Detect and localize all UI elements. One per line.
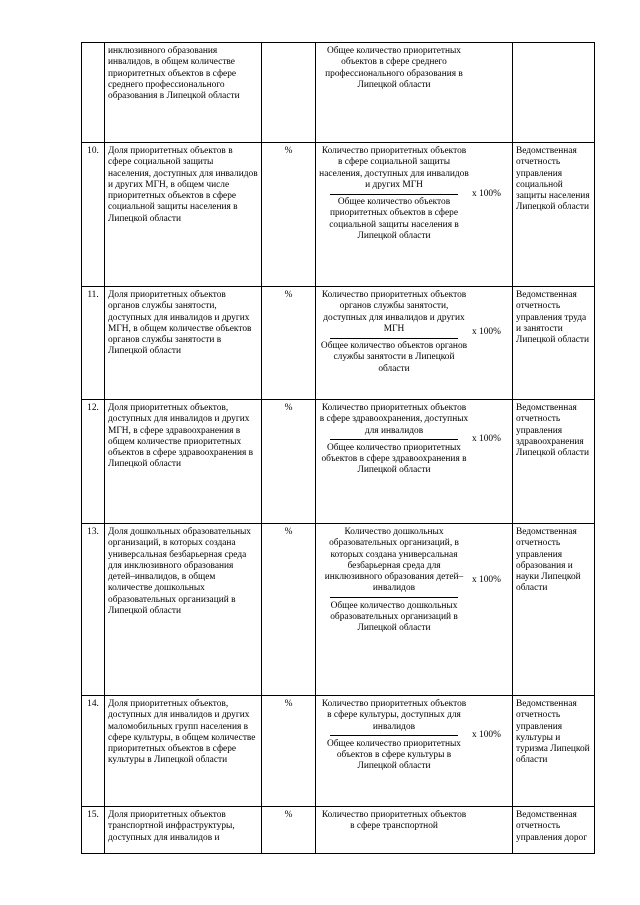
unit-cell: %: [262, 143, 316, 287]
data-source: Ведомственная отчетность управления здравоохранения Липецкой области: [513, 400, 595, 524]
indicator-name: инклюзивного образования инвалидов, в общем количестве приоритетных объектов в сфере среднего профессионального образования в Липецкой области: [105, 43, 262, 143]
numerator: Количество приоритетных объектов органов службы занятости, доступных для инвалидов и других МГН: [321, 290, 467, 334]
fraction: [319, 290, 469, 375]
fraction: [319, 527, 469, 635]
indicator-name: Доля приоритетных объектов транспортной инфраструктуры, доступных для инвалидов и: [105, 807, 262, 854]
table-row: [82, 807, 595, 854]
row-number: 11.: [82, 287, 105, 400]
table-row: [82, 524, 595, 696]
indicators-table: [81, 42, 595, 854]
fraction: [319, 403, 469, 477]
multiplier: x 100%: [472, 730, 501, 741]
denominator: Общее количество приоритетных объектов в сфере среднего профессионального образования в Липецкой области: [325, 46, 463, 90]
indicator-name: Доля приоритетных объектов, доступных для инвалидов и других МГН, в сфере здравоохранения в общем количестве приоритетных объектов в сфере здравоохранения в Липецкой области: [105, 400, 262, 524]
row-number: [82, 43, 105, 143]
formula-cell: [316, 696, 513, 807]
formula-cell: [316, 143, 513, 287]
unit-cell: %: [262, 287, 316, 400]
data-source: Ведомственная отчетность управления культуры и туризма Липецкой области: [513, 696, 595, 807]
multiplier: x 100%: [472, 326, 501, 337]
row-number: 10.: [82, 143, 105, 287]
data-source: Ведомственная отчетность управления дорог: [513, 807, 595, 854]
denominator: Общее количество приоритетных объектов в сфере культуры в Липецкой области: [327, 738, 461, 772]
table-row: [82, 287, 595, 400]
data-source: [513, 43, 595, 143]
denominator: Общее количество дошкольных образовательных организаций в Липецкой области: [330, 600, 458, 634]
formula-cell: [316, 287, 513, 400]
multiplier: x 100%: [472, 575, 501, 586]
unit-cell: [262, 43, 316, 143]
numerator: Количество приоритетных объектов в сфере транспортной: [321, 810, 467, 832]
unit-cell: %: [262, 400, 316, 524]
multiplier: x 100%: [472, 188, 501, 199]
numerator: Количество дошкольных образовательных организаций, в которых создана универсальная безбарьерная среда для инклюзивного образования детей–инвалидов: [324, 527, 464, 594]
indicator-name: Доля дошкольных образовательных организаций, в которых создана универсальная безбарьерная среда для инклюзивного образования детей–инвалидов, в общем количестве дошкольных образовательных организаций в Липецкой области: [105, 524, 262, 696]
formula-cell: [316, 400, 513, 524]
formula-cell: [316, 43, 513, 143]
table-row: [82, 696, 595, 807]
unit-cell: %: [262, 524, 316, 696]
unit-cell: %: [262, 807, 316, 854]
fraction: [319, 699, 469, 773]
indicator-name: Доля приоритетных объектов, доступных для инвалидов и других маломобильных групп населения в сфере культуры, в общем количестве приоритетных объектов в сфере культуры в Липецкой области: [105, 696, 262, 807]
row-number: 13.: [82, 524, 105, 696]
row-number: 15.: [82, 807, 105, 854]
indicator-name: Доля приоритетных объектов в сфере социальной защиты населения, доступных для инвалидов и других МГН, в общем числе приоритетных объектов в сфере социальной защиты населения в Липецкой области: [105, 143, 262, 287]
fraction: [319, 46, 469, 91]
table-row: [82, 43, 595, 143]
table-row: [82, 400, 595, 524]
multiplier: x 100%: [472, 434, 501, 445]
indicator-name: Доля приоритетных объектов органов службы занятости, доступных для инвалидов и других МГН, в общем количестве объектов органов службы занятости в Липецкой области: [105, 287, 262, 400]
row-number: 14.: [82, 696, 105, 807]
formula-cell: [316, 807, 513, 854]
row-number: 12.: [82, 400, 105, 524]
data-source: Ведомственная отчетность управления социальной защиты населения Липецкой области: [513, 143, 595, 287]
table-row: [82, 143, 595, 287]
fraction: [319, 810, 469, 833]
numerator: Количество приоритетных объектов в сфере здравоохранения, доступных для инвалидов: [319, 403, 469, 436]
formula-cell: [316, 524, 513, 696]
denominator: Общее количество приоритетных объектов в сфере здравоохранения в Липецкой области: [321, 442, 467, 476]
numerator: Количество приоритетных объектов в сфере социальной защиты населения, доступных для инвалидов и других МГН: [319, 146, 469, 190]
fraction: [319, 146, 469, 242]
denominator: Общее количество объектов приоритетных объектов в сфере социальной защиты населения в Липецкой области: [329, 197, 459, 242]
unit-cell: %: [262, 696, 316, 807]
denominator: Общее количество объектов органов службы занятости в Липецкой области: [320, 341, 468, 374]
numerator: Количество приоритетных объектов в сфере культуры, доступных для инвалидов: [321, 699, 467, 732]
data-source: Ведомственная отчетность управления труда и занятости Липецкой области: [513, 287, 595, 400]
data-source: Ведомственная отчетность управления образования и науки Липецкой области: [513, 524, 595, 696]
